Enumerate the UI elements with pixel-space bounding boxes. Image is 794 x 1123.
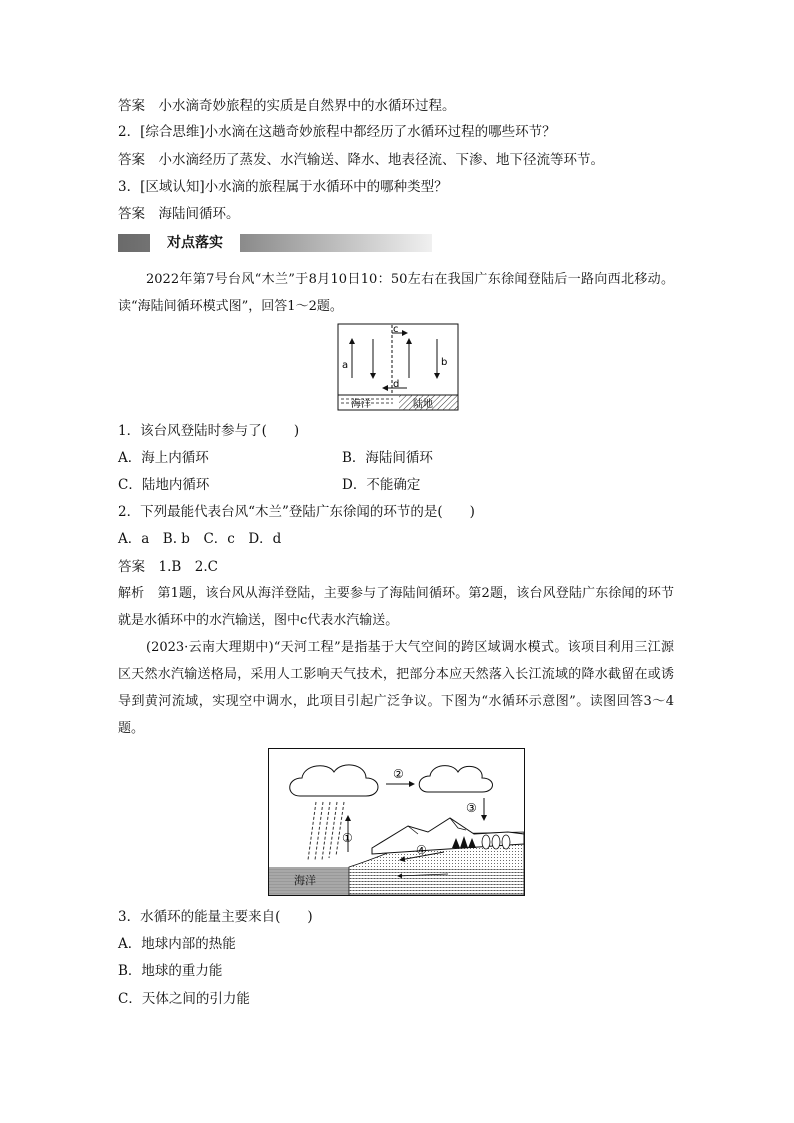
answer-tag: 答案 — [118, 559, 145, 575]
answer-tag: 答案 — [118, 152, 145, 168]
label-3: ③ — [466, 801, 477, 815]
answer-line-3 — [118, 204, 240, 224]
section-title: 对点落实 — [167, 235, 223, 251]
question-2-line: 2．[综合思维]小水滴在这趟奇妙旅程中都经历了水循环过程的哪些环节？ — [118, 124, 556, 140]
water-cycle-diagram — [268, 748, 525, 896]
label-b: b — [441, 357, 448, 368]
answer-text: 小水滴奇妙旅程的实质是自然界中的水循环过程。 — [158, 98, 456, 114]
label-c: c — [393, 324, 399, 335]
q2-options: A．a B. b C．c D．d — [118, 531, 282, 547]
q1-option-b: B．海陆间循环 — [342, 450, 433, 466]
label-a: a — [342, 360, 349, 371]
passage-2: (2023·云南大理期中)“天河工程”是指基于大气空间的跨区域调水模式。该项目利用三江源区天然水汽输送格局，采用人工影响天气技术，把部分本应天然落入长江流域的降水截留在或诱导到黄河流域，实现空中调水，此项目引起广泛争议。下图为“水循环示意图”。读图回答3～4题。 — [118, 640, 674, 736]
answer-text: 1.B 2.C — [158, 559, 219, 575]
answer-text: 小水滴经历了蒸发、水汽输送、降水、地表径流、下渗、地下径流等环节。 — [158, 152, 604, 168]
q2-stem: 2．下列最能代表台风“木兰”登陆广东徐闻的环节的是( ) — [118, 504, 475, 520]
answer-text: 海陆间循环。 — [158, 206, 240, 222]
q1-option-d: D．不能确定 — [342, 477, 421, 493]
answer-tag: 答案 — [118, 206, 145, 222]
q1-option-a: A．海上内循环 — [118, 450, 209, 466]
label-1: ① — [342, 831, 353, 845]
analysis-paragraph: 解析 第1题，该台风从海洋登陆，主要参与了海陆间循环。第2题，该台风登陆广东徐闻的环节就是水循环中的水汽输送，图中c代表水汽输送。 — [118, 586, 674, 628]
passage-1: 2022年第7号台风“木兰”于8月10日10：50左右在我国广东徐闻登陆后一路向西北移动。读“海陆间循环模式图”，回答1～2题。 — [118, 272, 674, 314]
answer-line-1 — [118, 96, 456, 116]
label-4: ④ — [416, 843, 427, 857]
answer-line — [118, 557, 218, 577]
question-3-line: 3．[区域认知]小水滴的旅程属于水循环中的哪种类型？ — [118, 179, 448, 195]
label-2: ② — [393, 767, 404, 781]
answer-line-2 — [118, 150, 604, 170]
label-sea: 海洋 — [351, 399, 371, 410]
q3-option-b: B．地球的重力能 — [118, 963, 223, 979]
label-d: d — [393, 379, 400, 390]
q1-stem: 1．该台风登陆时参与了( ) — [118, 423, 300, 439]
q3-option-c: C．天体之间的引力能 — [118, 991, 250, 1007]
label-land: 陆地 — [413, 399, 433, 410]
label-ocean: 海洋 — [294, 874, 316, 887]
q3-stem: 3．水循环的能量主要来自( ) — [118, 909, 313, 925]
sea-land-cycle-diagram — [337, 323, 459, 411]
section-header-bar — [118, 234, 432, 252]
q3-option-a: A．地球内部的热能 — [118, 936, 236, 952]
q1-option-c: C．陆地内循环 — [118, 477, 210, 493]
answer-tag: 答案 — [118, 98, 145, 114]
